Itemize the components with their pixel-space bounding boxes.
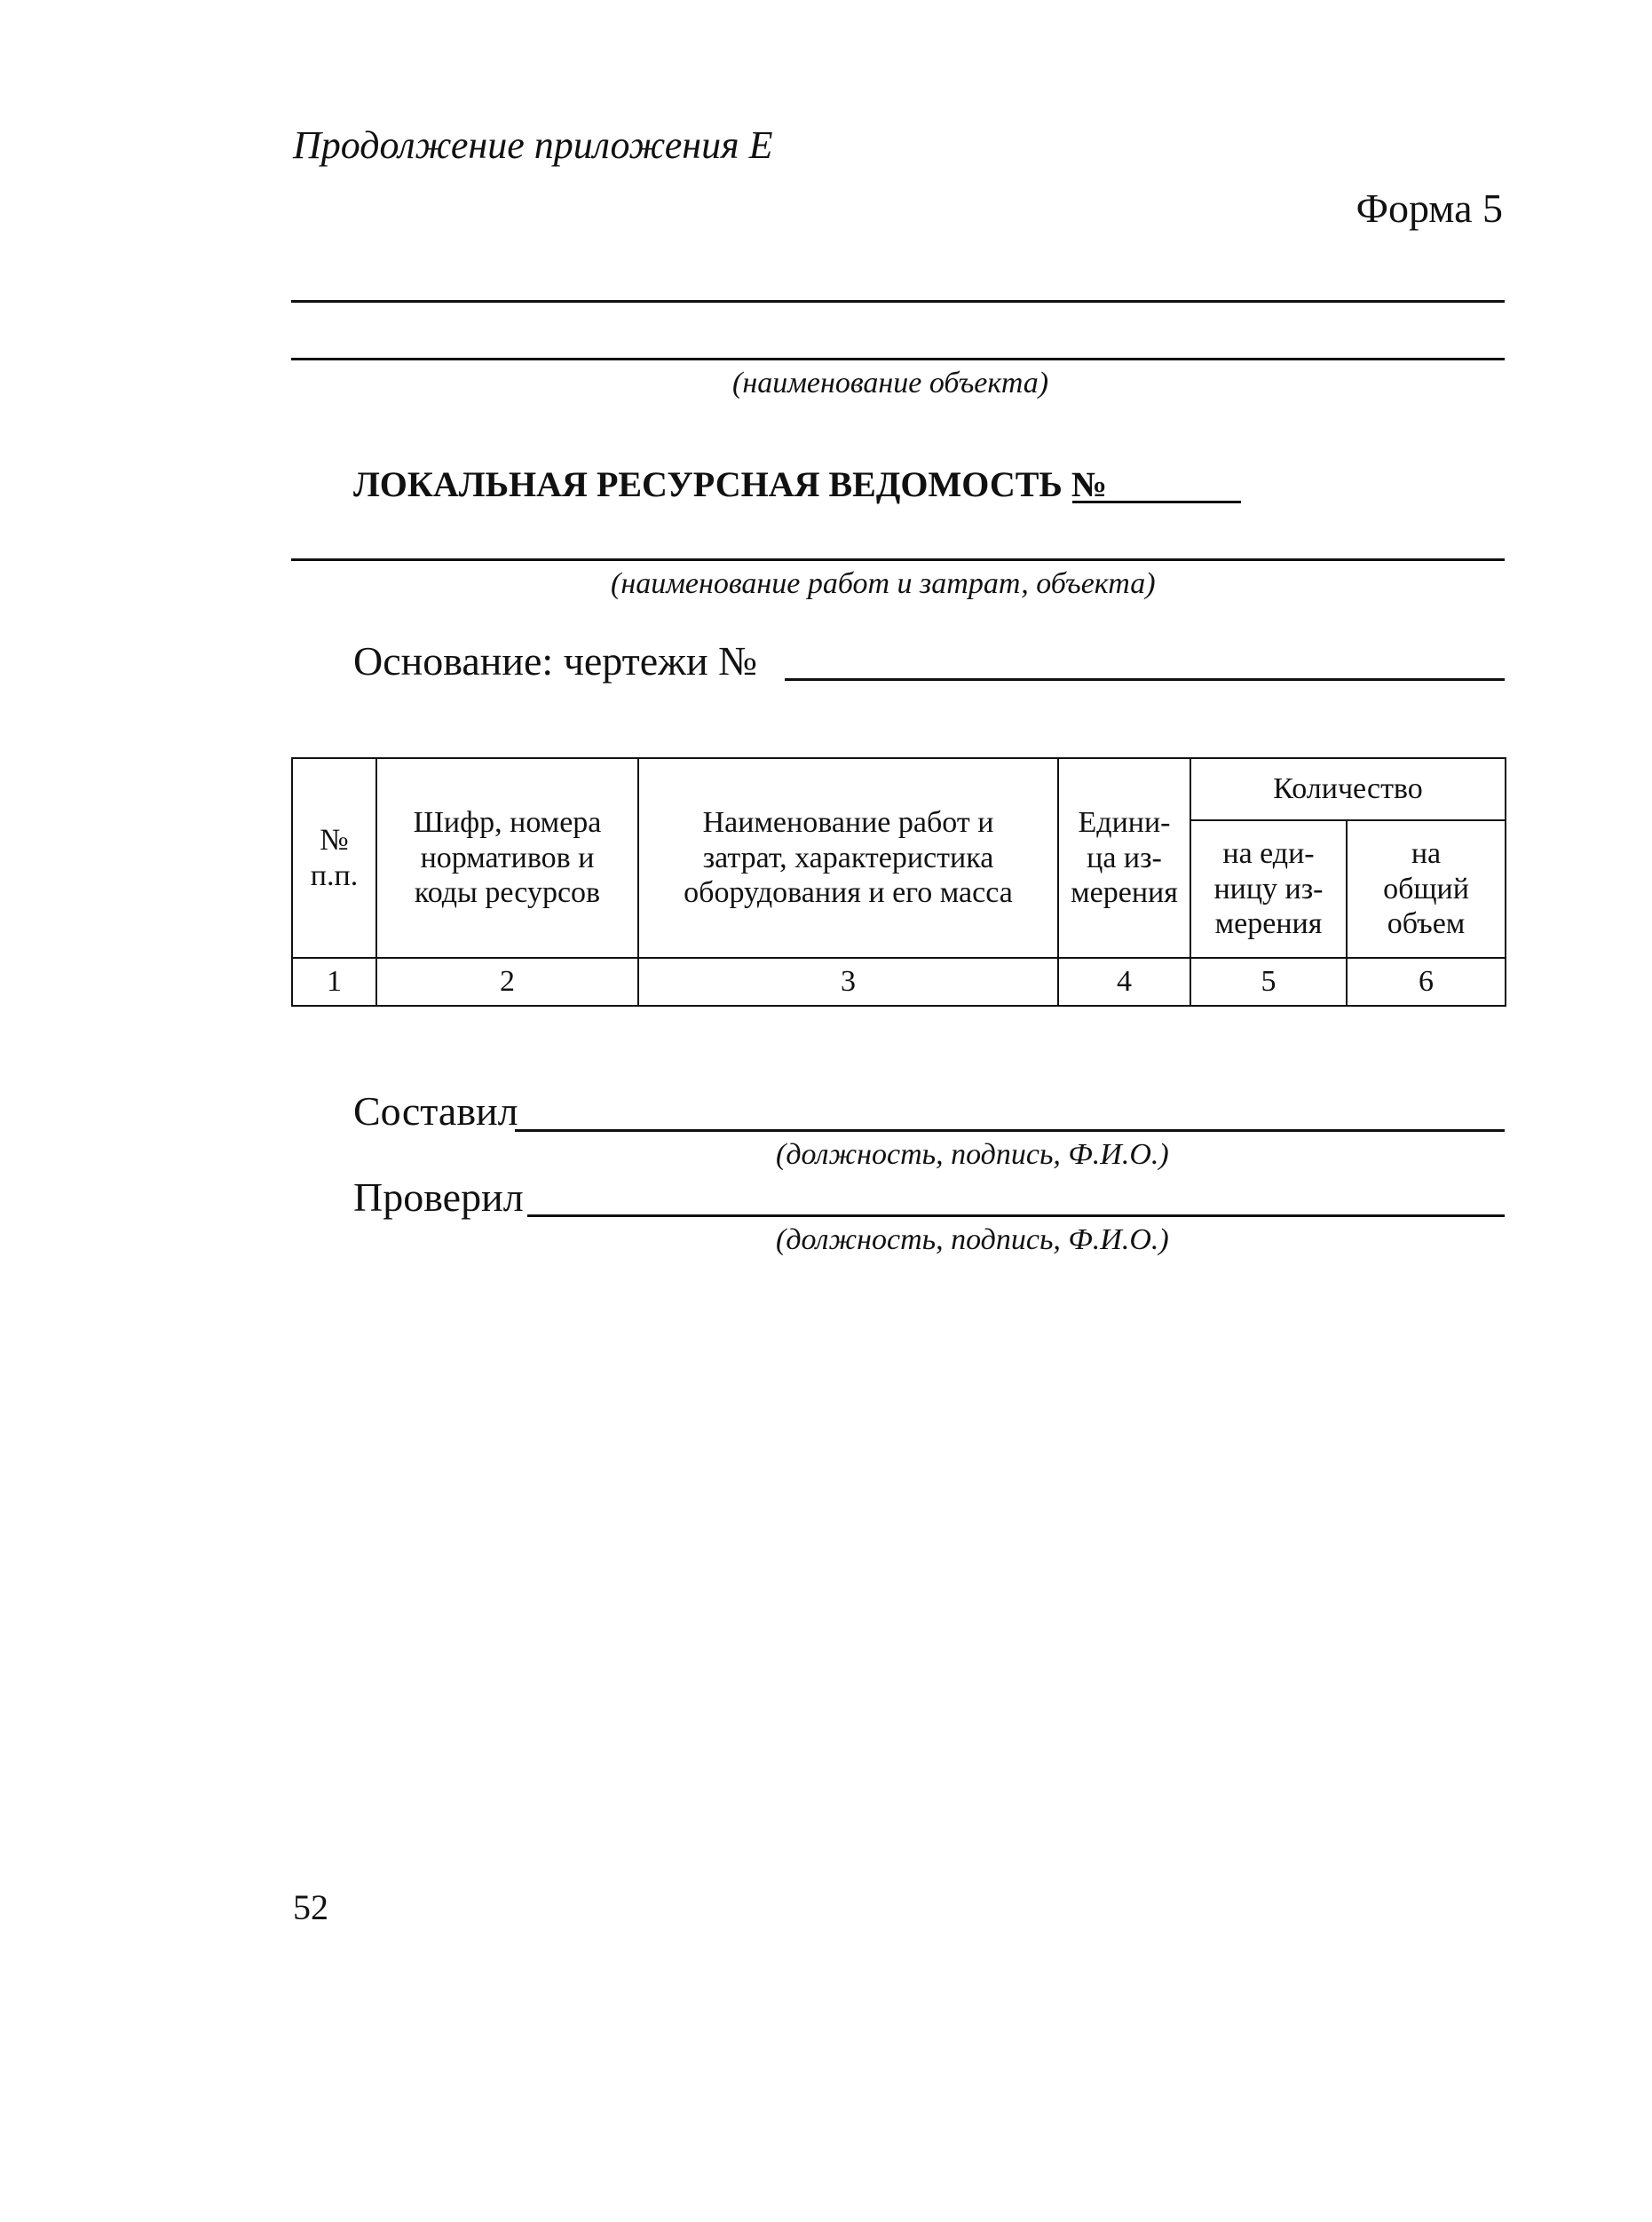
header-number-line-2: п.п. — [310, 858, 359, 892]
form-label: Форма 5 — [1356, 186, 1503, 231]
header-total-line-1: на — [1411, 837, 1442, 871]
header-name-line-1: Наименование работ и — [702, 806, 994, 840]
header-per-unit — [1190, 820, 1347, 958]
checked-by-line — [527, 1214, 1505, 1217]
compiled-by-label: Составил — [353, 1088, 518, 1134]
header-code-line-2: нормативов и — [420, 841, 595, 874]
header-total-line-2: общий — [1383, 872, 1469, 905]
header-name-line-2: затрат, характеристика — [702, 841, 994, 874]
header-per-unit-line-1: на еди- — [1222, 837, 1315, 871]
header-unit-line-3: мерения — [1071, 876, 1178, 910]
header-total-line-3: объем — [1387, 907, 1466, 941]
header-number-line-1: № — [320, 824, 349, 858]
header-per-unit-line-2: ницу из- — [1213, 872, 1324, 905]
column-number-6: 6 — [1347, 958, 1506, 1006]
compiled-by-line — [515, 1129, 1505, 1132]
statement-title-text: ЛОКАЛЬНАЯ РЕСУРСНАЯ ВЕДОМОСТЬ № — [353, 464, 1108, 504]
object-name-line-1 — [291, 300, 1505, 303]
basis-drawings-line — [785, 678, 1505, 681]
checked-by-caption: (должность, подпись, Ф.И.О.) — [776, 1223, 1169, 1256]
header-unit-line-1: Едини- — [1078, 806, 1171, 840]
works-name-line — [291, 558, 1505, 561]
checked-by-label: Проверил — [353, 1174, 524, 1220]
works-name-caption: (наименование работ и затрат, объекта) — [611, 567, 1156, 600]
header-unit — [1058, 758, 1190, 958]
header-code — [376, 758, 638, 958]
header-name-line-3: оборудования и его масса — [684, 876, 1013, 910]
basis-label: Основание: чертежи № — [353, 638, 757, 684]
column-number-1: 1 — [292, 958, 376, 1006]
statement-title — [353, 463, 1107, 505]
column-number-3: 3 — [638, 958, 1058, 1006]
header-quantity: Количество — [1190, 758, 1506, 820]
column-number-2: 2 — [376, 958, 638, 1006]
statement-number-line — [1072, 501, 1241, 503]
header-per-unit-line-3: мерения — [1214, 907, 1323, 941]
object-name-caption: (наименование объекта) — [732, 367, 1049, 399]
compiled-by-caption: (должность, подпись, Ф.И.О.) — [776, 1138, 1169, 1171]
column-number-4: 4 — [1058, 958, 1190, 1006]
header-number — [292, 758, 376, 958]
page-number: 52 — [293, 1887, 328, 1927]
appendix-continuation-note: Продолжение приложения Е — [293, 123, 773, 167]
column-number-5: 5 — [1190, 958, 1347, 1006]
header-code-line-1: Шифр, номера — [413, 806, 602, 840]
object-name-line-2 — [291, 358, 1505, 360]
header-code-line-3: коды ресурсов — [414, 876, 601, 910]
resource-statement-table — [291, 757, 1506, 1007]
header-unit-line-2: ца из- — [1087, 841, 1162, 874]
header-name — [638, 758, 1058, 958]
header-total — [1347, 820, 1506, 958]
